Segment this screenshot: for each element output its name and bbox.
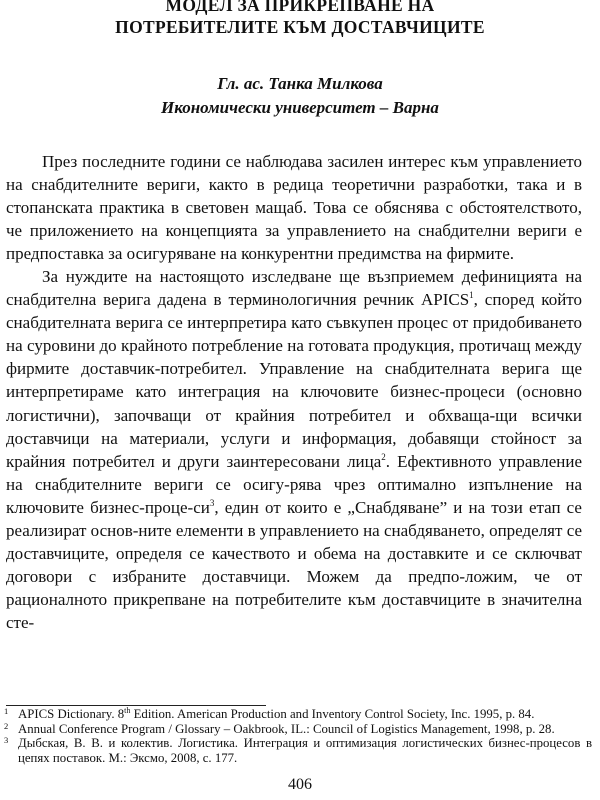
paper-title-line-1: МОДЕЛ ЗА ПРИКРЕПВАНЕ НА — [165, 0, 435, 15]
paragraph-2-text: . Ефективното управление на снабдителните вериги се осигу-рява чрез оптимално изпълнение на ключовите бизнес-проце-си — [6, 451, 582, 517]
footnote-ref: 1 — [469, 290, 474, 301]
author-block — [0, 72, 600, 120]
footnote-superscript: th — [124, 706, 131, 715]
footnote-ref: 3 — [209, 497, 215, 508]
footnote-text: Edition. American Production and Inventory Control Society, Inc. 1995, p. 84. — [130, 707, 535, 721]
paragraph-2-text: За нуждите на настоящото изследване ще възприемем дефиницията на снабдителна верига дадена в терминологичния речник APICS — [6, 267, 582, 310]
footnote-1 — [4, 707, 592, 722]
author-name: Гл. ас. Танка Милкова — [217, 74, 383, 93]
footnote-2 — [4, 722, 592, 737]
footnote-text: Дыбская, В. В. и колектив. Логистика. Интеграция и оптимизация логистических бизнес-процесов в цепях поставок. М.: Эксмо, 2008, с. 177. — [18, 736, 592, 765]
body-text — [6, 150, 582, 634]
footnote-number: 1 — [4, 706, 9, 716]
footnote-number: 2 — [4, 720, 9, 731]
footnote-text: Annual Conference Program / Glossary – Oakbrook, IL.: Council of Logistics Management, 1998, p. 28. — [18, 721, 555, 736]
footnote-ref: 2 — [381, 451, 386, 462]
paper-title — [0, 0, 600, 38]
paragraph-1: През последните години се наблюдава засилен интерес към управлението на снабдителните вериги, както в редица теоретични разработки, така и в стопанската практика в световен мащаб. Това се обяснява с обстоятелството, че приложението на концепцията за управлението на снабдителни вериги е предпоставка за осигуряване на конкурентни предимства на фирмите. — [6, 152, 582, 264]
paragraph-2-text: , според който снабдителната верига се интерпретира като съвкупен процес от придобиването на суровини до крайното потребление на готовата продукция, протичащ между фирмите доставчик-потребител. Управление на снабдителната верига ще интерпретираме като интеграция на ключовите бизнес-процеси (основно логистични), започващи от крайния потребител и обхваща-щи всички доставчици на материали, услуги и информация, добавящи стойност за крайния потребител и други заинтересовани лица — [6, 290, 583, 471]
footnote-number: 3 — [4, 735, 9, 746]
paragraph-2-text: , един от които е „Снабдяване” и на този етап се реализират основ-ните елементи в управлението на снабдяването, определят се доставчиците, определя се качеството и обема на доставките и се сключват договори с избраните доставчици. Можем да предпо-ложим, че от рационалното прикрепване на потребителите към доставчиците в значителна сте- — [6, 497, 582, 632]
paper-title-line-2: ПОТРЕБИТЕЛИТЕ КЪМ ДОСТАВЧИЦИТЕ — [115, 17, 485, 37]
paragraph-2 — [6, 265, 582, 634]
footnotes — [4, 707, 592, 765]
footnote-text: APICS Dictionary. 8 — [18, 707, 125, 721]
footnote-divider — [6, 705, 266, 706]
page-number: 406 — [288, 776, 312, 793]
footnote-3 — [4, 736, 592, 765]
author-affiliation: Икономически университет – Варна — [161, 98, 439, 117]
